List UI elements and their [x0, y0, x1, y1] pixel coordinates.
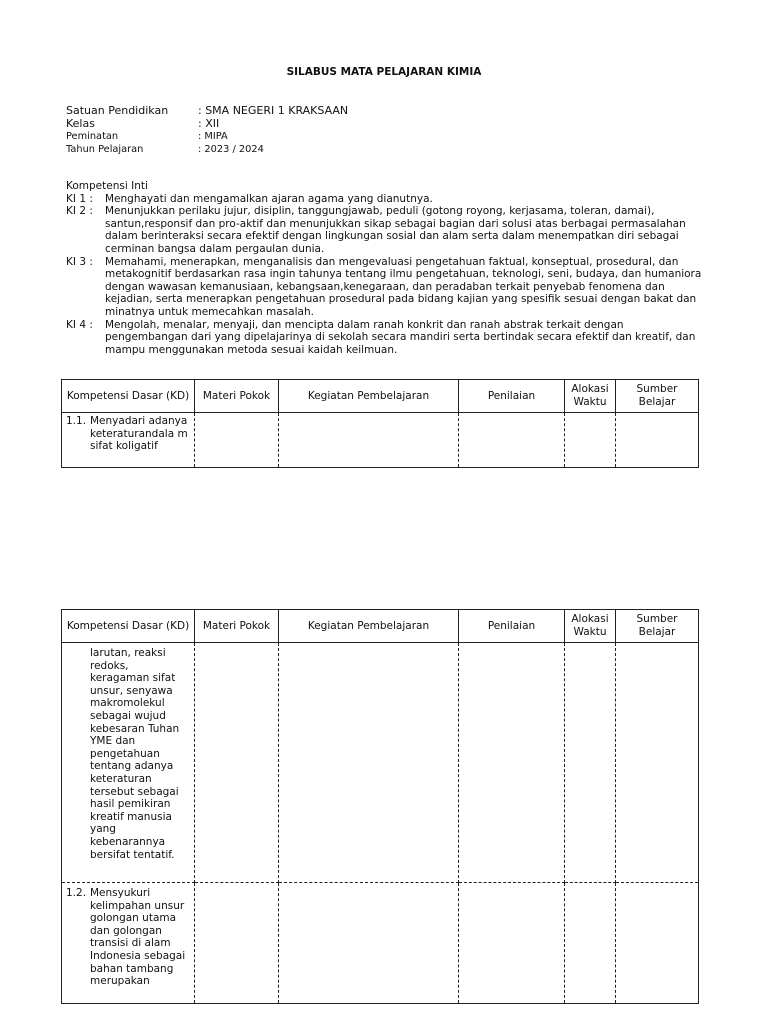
meta-value: : MIPA — [198, 131, 228, 142]
document-title: SILABUS MATA PELAJARAN KIMIA — [286, 66, 482, 78]
sumber-cell — [616, 883, 699, 1004]
syllabus-table-1 — [61, 379, 699, 468]
alokasi-cell — [565, 643, 616, 883]
meta-value: : SMA NEGERI 1 KRAKSAAN — [198, 104, 349, 117]
header-materi: Materi Pokok — [195, 380, 279, 413]
penilaian-cell — [459, 413, 565, 468]
ki-text: Mengolah, menalar, menyaji, dan mencipta dalam ranah konkrit dan ranah abstrak terkait dengan pengembangan dari yang dipelajarinya di sekolah secara mandiri serta bertindak secara efektif dan kreatif, dan mampu menggunakan metoda sesuai kaidah keilmuan. — [105, 318, 696, 356]
kd-text: Menyadari adanya keteraturandala m sifat koligatif — [90, 415, 188, 453]
ki-text: Menunjukkan perilaku jujur, disiplin, tanggungjawab, peduli (gotong royong, kerjasama, toleran, damai), santun,responsif dan pro-aktif dan menunjukkan sikap sebagai bagian dari solusi atas berbagai permasalahan dalam berinteraksi secara efektif dengan lingkungan sosial dan alam serta dalam menempatkan diri sebagai cerminan bangsa dalam pergaulan dunia. — [105, 205, 686, 255]
meta-key: Kelas — [66, 117, 95, 130]
header-alokasi: Alokasi Waktu — [565, 380, 616, 413]
ki-code: KI 3 : — [66, 255, 93, 268]
kd-number: 1.2. — [66, 887, 87, 899]
kd-text: larutan, reaksi redoks, keragaman sifat unsur, senyawa makromolekul sebagai wujud kebesaran Tuhan YME dan pengetahuan tentang adanya keteraturan tersebut sebagai hasil pemikiran kreatif manusia yang kebenarannya bersifat tentatif. — [90, 647, 180, 861]
alokasi-cell — [565, 413, 616, 468]
header-kd: Kompetensi Dasar (KD) — [62, 610, 195, 643]
kegiatan-cell — [279, 883, 459, 1004]
table-header-row — [62, 380, 699, 413]
header-materi: Materi Pokok — [195, 610, 279, 643]
header-kegiatan: Kegiatan Pembelajaran — [279, 610, 459, 643]
ki-code: KI 1 : — [66, 192, 93, 205]
identity-block — [66, 104, 348, 156]
meta-row-tahun — [66, 143, 348, 156]
ki-item — [66, 319, 706, 357]
sumber-cell — [616, 413, 699, 468]
header-penilaian: Penilaian — [459, 610, 565, 643]
meta-value: : 2023 / 2024 — [198, 144, 264, 155]
header-sumber: Sumber Belajar — [616, 380, 699, 413]
sumber-cell — [616, 643, 699, 883]
table-row — [62, 883, 699, 1004]
ki-item — [66, 256, 706, 319]
kd-number: 1.1. — [66, 415, 87, 427]
ki-item — [66, 193, 706, 206]
ki-text: Menghayati dan mengamalkan ajaran agama yang dianutnya. — [105, 192, 433, 205]
alokasi-cell — [565, 883, 616, 1004]
meta-key: Peminatan — [66, 131, 119, 142]
header-kd: Kompetensi Dasar (KD) — [62, 380, 195, 413]
header-sumber: Sumber Belajar — [616, 610, 699, 643]
kegiatan-cell — [279, 643, 459, 883]
kd-cell — [62, 643, 195, 883]
meta-row-kelas — [66, 117, 348, 130]
header-penilaian: Penilaian — [459, 380, 565, 413]
ki-code: KI 4 : — [66, 318, 93, 331]
header-kegiatan: Kegiatan Pembelajaran — [279, 380, 459, 413]
meta-key: Tahun Pelajaran — [66, 144, 144, 155]
materi-cell — [195, 643, 279, 883]
kd-content — [62, 643, 194, 861]
syllabus-table-2 — [61, 609, 699, 1004]
penilaian-cell — [459, 883, 565, 1004]
meta-row-satuan — [66, 104, 348, 117]
table-row — [62, 643, 699, 883]
header-alokasi: Alokasi Waktu — [565, 610, 616, 643]
kd-content — [62, 413, 194, 453]
kd-text: Mensyukuri kelimpahan unsur golongan utama dan golongan transisi di alam Indonesia sebagai bahan tambang merupakan — [90, 887, 186, 988]
ki-heading: Kompetensi Inti — [66, 180, 148, 192]
meta-value: : XII — [198, 117, 220, 130]
meta-key: Satuan Pendidikan — [66, 104, 169, 117]
ki-item — [66, 205, 706, 255]
materi-cell — [195, 413, 279, 468]
kd-content — [62, 883, 194, 988]
kompetensi-inti-section — [66, 180, 706, 356]
table-header-row — [62, 610, 699, 643]
kd-cell — [62, 413, 195, 468]
ki-code: KI 2 : — [66, 205, 93, 218]
table-row — [62, 413, 699, 468]
meta-row-peminatan — [66, 130, 348, 143]
kd-cell — [62, 883, 195, 1004]
ki-text: Memahami, menerapkan, menganalisis dan mengevaluasi pengetahuan faktual, konseptual, prosedural, dan metakognitif berdasarkan rasa ingin tahunya tentang ilmu pengetahuan, teknologi, seni, budaya, dan humaniora dengan wawasan kemanusiaan, kebangsaan,kenegaraan, dan peradaban terkait penyebab fenomena dan kejadian, serta menerapkan pengetahuan prosedural pada bidang kajian yang spesifik sesuai dengan bakat dan minatnya untuk memecahkan masalah. — [105, 255, 702, 318]
materi-cell — [195, 883, 279, 1004]
kegiatan-cell — [279, 413, 459, 468]
penilaian-cell — [459, 643, 565, 883]
kd-number-placeholder — [66, 647, 90, 861]
